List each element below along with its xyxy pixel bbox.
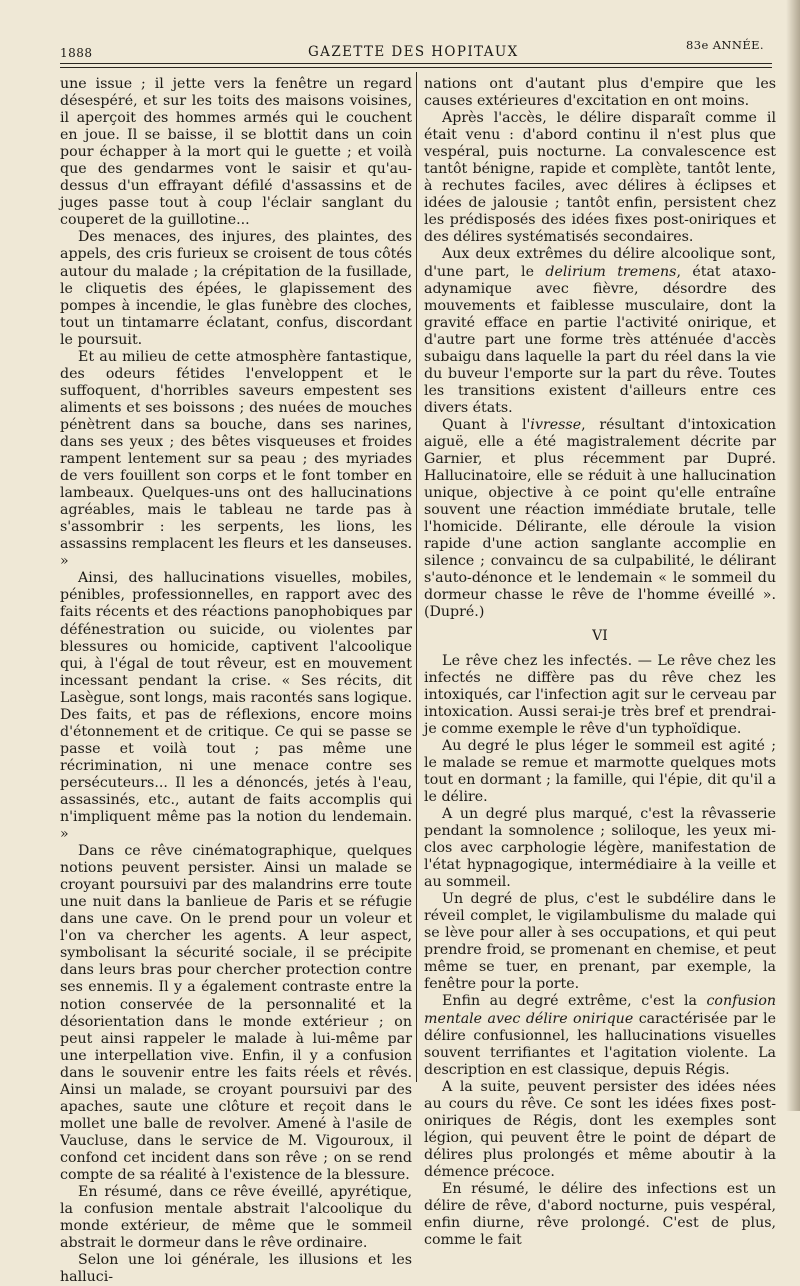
text-run: une issue ; il jette vers la fenêtre un regard désespéré, et sur les toits des maisons voisines, il aperçoit des hommes armés qui le couchent en joue. Il se baisse, il se blottit dans un coin pour échapper à la mort qui le guette ; et voilà que des gendarmes vont le saisir et qu'au-dessus d'un effrayant défilé d'assassins et de juges passe tout à coup l'éclair sanglant du couperet de la guillotine... [60,76,412,229]
paragraph [424,246,776,416]
paragraph [424,993,776,1078]
paragraph [424,1079,776,1181]
journal-title: GAZETTE DES HOPITAUX [308,44,519,60]
text-run: Ainsi, des hallucinations visuelles, mobiles, pénibles, professionnelles, en rapport avec des faits récents et des réactions panophobiques par défénestration ou suicide, ou violentes par blessures ou homicide, captivent l'alcoolique qui, à l'égal de tout rêveur, est en mouvement incessant pendant la crise. « Ses récits, dit Lasègue, sont longs, mais racontés sans logique. Des faits, et pas de réflexions, encore moins d'étonnement et de critique. Ce qui se passe se passe et voilà tout ; pas même une récrimination, ni une menace contre ses persécuteurs... Il les a dénoncés, jetés à l'eau, assassinés, etc., autant de faits accomplis qui n'impliquent même pas la notion du lendemain. » [60,570,412,843]
section-lead: Le rêve chez les infectés. [442,652,633,669]
paragraph [424,738,776,806]
text-run: Au degré le plus léger le sommeil est agité ; le malade se remue et marmotte quelques mots tout en dormant ; la famille, qui l'épie, dit qu'il a le délire. [424,737,776,805]
text-run: Et au milieu de cette atmosphère fantastique, des odeurs fétides l'enveloppent et le suffoquent, d'horribles saveurs empestent ses aliments et ses boissons ; des nuées de mouches pénètrent dans sa bouche, dans ses narines, dans ses yeux ; des bêtes visqueuses et froides rampent lentement sur sa peau ; des myriades de vers fouillent son corps et le font tomber en lambeaux. Quelques-uns ont des hallucinations agréables, mais le tableau ne tarde pas à s'assombrir : les serpents, les lions, les assassins remplacent les fleurs et les danseuses. » [60,348,412,570]
text-run: Selon une loi générale, les illusions et les halluci- [60,1252,412,1286]
page-year: 1888 [60,46,93,60]
header-rule-bottom [60,67,772,68]
text-run: Enfin au degré extrême, c'est la [442,993,707,1010]
text-run: , résultant d'intoxication aiguë, elle a été magistralement décrite par Garnier, et plus récemment par Dupré. Hallucinatoire, elle se réduit à une hallucination unique, objective à ce point qu'elle entraîne souvent une réaction immédiate brutale, telle l'homicide. Délirante, elle déroule la vision rapide d'une action sanglante accomplie en silence ; convaincu de sa culpabilité, le délirant s'auto-dénonce et le lendemain « le sommeil du dormeur chasse le rêve de l'homme éveillé ». (Dupré.) [424,416,776,621]
left-column [60,76,412,1286]
text-run: nations ont d'autant plus d'empire que les causes extérieures d'excitation en ont moins. [424,76,776,110]
text-run: Un degré de plus, c'est le subdélire dans le réveil complet, le vigilambulisme du malade qui se lève pour aller à ses occupations, et qui peut prendre froid, se promenant en chemise, et peut même se tuer, en prenant, par exemple, la fenêtre pour la porte. [424,891,776,993]
italic-term: confusion mentale avec délire onirique [424,993,776,1027]
text-run: Dans ce rêve cinématographique, quelques notions peuvent persister. Ainsi un malade se croyant poursuivi par des malandrins erre toute une nuit dans la banlieue de Paris et se réfugie dans une cave. On le prend pour un voleur et l'on va chercher les agents. A leur aspect, symbolisant la sécurité sociale, il se précipite dans leurs bras pour chercher protection contre ses ennemis. Il y a également contraste entre la notion conservée de la personnalité et la désorientation dans le monde extérieur ; on peut ainsi rappeler le malade à lui-même par une interpellation vive. Enfin, il y a confusion dans le souvenir entre les faits réels et rêvés. Ainsi un malade, se croyant poursuivi par des apaches, saute une clôture et reçoit dans le mollet une balle de revolver. Amené à l'asile de Vaucluse, dans le service de M. Vigouroux, il confond cet incident dans son rêve ; on se rend compte de sa réalité à l'existence de la blessure. [60,843,412,1183]
paragraph [60,229,412,348]
header-rule-top [60,63,772,64]
text-run: — Le rêve chez les infectés ne diffère pas du rêve chez les intoxiqués, car l'infection agit sur le cerveau par intoxication. Aussi serai-je très bref et prendrai-je comme exemple le rêve d'un typhoïdique. [424,652,776,737]
text-run: A la suite, peuvent persister des idées nées au cours du rêve. Ce sont les idées fixes post-oniriques de Régis, dont les exemples sont légion, qui peuvent être le point de départ de délires plus prolongés et même aboutir à la démence précoce. [424,1078,776,1180]
paragraph [60,349,412,571]
text-run: En résumé, dans ce rêve éveillé, apyrétique, la confusion mentale abstrait l'alcoolique du monde extérieur, de même que le sommeil abstrait le dormeur dans le rêve ordinaire. [60,1184,412,1252]
section-heading [424,628,776,645]
text-run: VI [592,627,608,644]
paragraph [424,1181,776,1249]
paragraph [424,76,776,110]
edition-number: 83e ANNÉE. [686,38,764,52]
text-run: A un degré plus marqué, c'est la rêvasserie pendant la somnolence ; soliloque, les yeux mi-clos avec carphologie légère, manifestation de l'état hypnagogique, intermédiaire à la veille et au sommeil. [424,805,776,891]
paragraph [60,1252,412,1286]
paragraph [424,653,776,738]
text-run: Quant à l' [442,416,531,433]
text-run: , état ataxo-adynamique avec fièvre, désordre des mouvements et faiblesse musculaire, dont la gravité efface en partie l'activité onirique, et d'autre part une forme très atténuée d'accès subaigu dans laquelle la part du réel dans la vie du buveur l'emporte sur la part du rêve. Toutes les transitions existent d'ailleurs entre ces divers états. [424,263,777,416]
text-run: En résumé, le délire des infections est un délire de rêve, d'abord nocturne, puis vespéral, enfin diurne, rêve prolongé. C'est de plus, comme le fait [424,1181,776,1249]
page-header [60,38,772,58]
text-run: caractérisée par le délire confusionnel, les hallucinations visuelles souvent terrifiantes et l'agitation violente. La description en est classique, depuis Régis. [424,1010,776,1078]
italic-term: ivresse [530,416,582,433]
text-run: Aux deux extrêmes du délire alcoolique sont, d'une part, le [424,246,776,280]
page-edge-shadow [786,0,800,1111]
paragraph [424,891,776,993]
paragraph [60,1184,412,1252]
right-column [424,76,776,1249]
paragraph [424,417,776,622]
paragraph [60,76,412,229]
column-divider [416,72,417,1082]
text-run: Des menaces, des injures, des plaintes, des appels, des cris furieux se croisent de tous côtés autour du malade ; la crépitation de la fusillade, le cliquetis des épées, le glapissement des pompes à incendie, le glas funèbre des cloches, tout un tintamarre éclatant, confus, discordant le poursuit. [60,229,412,348]
paragraph [60,843,412,1184]
italic-term: delirium tremens [545,263,677,280]
paragraph [60,570,412,843]
text-run: Après l'accès, le délire disparaît comme il était venu : d'abord continu il n'est plus que vespéral, puis nocturne. La convalescence est tantôt bénigne, rapide et complète, tantôt lente, à rechutes faciles, avec délires à éclipses et idées de jalousie ; tantôt enfin, persistent chez les prédisposés des idées fixes post-oniriques et des délires systématisés secondaires. [424,110,776,246]
paragraph [424,110,776,246]
paragraph [424,806,776,891]
